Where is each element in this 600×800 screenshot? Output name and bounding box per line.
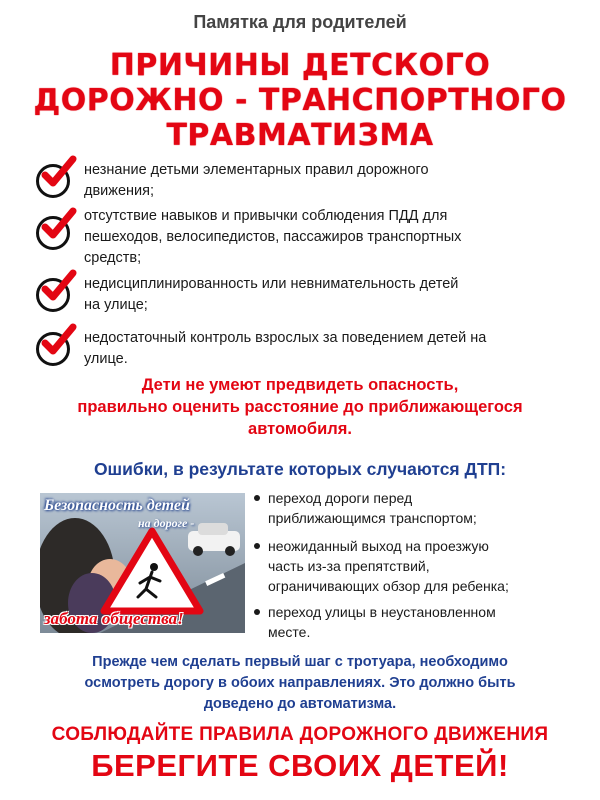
poster-title: Безопасность детей: [44, 497, 190, 514]
reason-text: [84, 274, 564, 316]
checkmark-icon: [36, 332, 70, 366]
bullet-icon: [254, 543, 260, 549]
error-text: [268, 536, 584, 596]
error-line: часть из-за препятствий,: [268, 558, 430, 574]
error-line: неожиданный выход на проезжую: [268, 538, 489, 554]
warning-line: Дети не умеют предвидеть опасность,: [141, 376, 459, 394]
reason-text: [84, 328, 564, 370]
bullet-icon: [254, 495, 260, 501]
title-line: ТРАВМАТИЗМА: [166, 118, 434, 153]
error-line: месте.: [268, 624, 311, 640]
warning-line: автомобиля.: [248, 420, 352, 438]
reason-line: движения;: [84, 183, 155, 199]
error-line: переход улицы в неустановленном: [268, 604, 496, 620]
page-title: [0, 48, 600, 153]
checkmark-icon: [36, 216, 70, 250]
reason-line: незнание детьми элементарных правил дорожного: [84, 162, 429, 178]
error-text: [268, 602, 584, 642]
poster-subtitle: на дороге -: [138, 516, 195, 530]
kicker: Памятка для родителей: [193, 12, 407, 32]
advice-line: доведено до автоматизма.: [203, 696, 397, 712]
reason-line: средств;: [84, 250, 142, 266]
poster-slogan: забота общества!: [44, 609, 184, 628]
checkmark-icon: [36, 164, 70, 198]
advice-line: Прежде чем сделать первый шаг с тротуара, необходимо: [92, 654, 508, 670]
footer-care: БЕРЕГИТЕ СВОИХ ДЕТЕЙ!: [91, 748, 509, 783]
checkmark-icon: [36, 278, 70, 312]
error-line: ограничивающих обзор для ребенка;: [268, 578, 509, 594]
reason-line: улице.: [84, 351, 128, 367]
warning-line: правильно оценить расстояние до приближающегося: [77, 398, 523, 416]
footer-rules: СОБЛЮДАЙТЕ ПРАВИЛА ДОРОЖНОГО ДВИЖЕНИЯ: [51, 724, 549, 745]
reason-line: недостаточный контроль взрослых за поведением детей на: [84, 330, 487, 346]
title-line: ДОРОЖНО - ТРАНСПОРТНОГО: [33, 83, 567, 118]
reason-text: [84, 206, 564, 269]
safety-poster-image: [40, 493, 245, 633]
reason-line: на улице;: [84, 297, 148, 313]
title-line: ПРИЧИНЫ ДЕТСКОГО: [109, 48, 491, 83]
errors-heading: Ошибки, в результате которых случаются ДТП:: [93, 459, 507, 479]
warning-text: [0, 374, 600, 440]
advice-line: осмотреть дорогу в обоих направлениях. Это должно быть: [84, 675, 516, 691]
reason-text: [84, 160, 564, 202]
reason-line: недисциплинированность или невнимательность детей: [84, 276, 459, 292]
error-line: переход дороги перед: [268, 490, 413, 506]
advice-text: [0, 652, 600, 715]
reason-line: отсутствие навыков и привычки соблюдения ПДД для: [84, 208, 448, 224]
reason-line: пешеходов, велосипедистов, пассажиров транспортных: [84, 229, 462, 245]
error-text: [268, 488, 584, 528]
bullet-icon: [254, 609, 260, 615]
error-line: приближающимся транспортом;: [268, 510, 477, 526]
